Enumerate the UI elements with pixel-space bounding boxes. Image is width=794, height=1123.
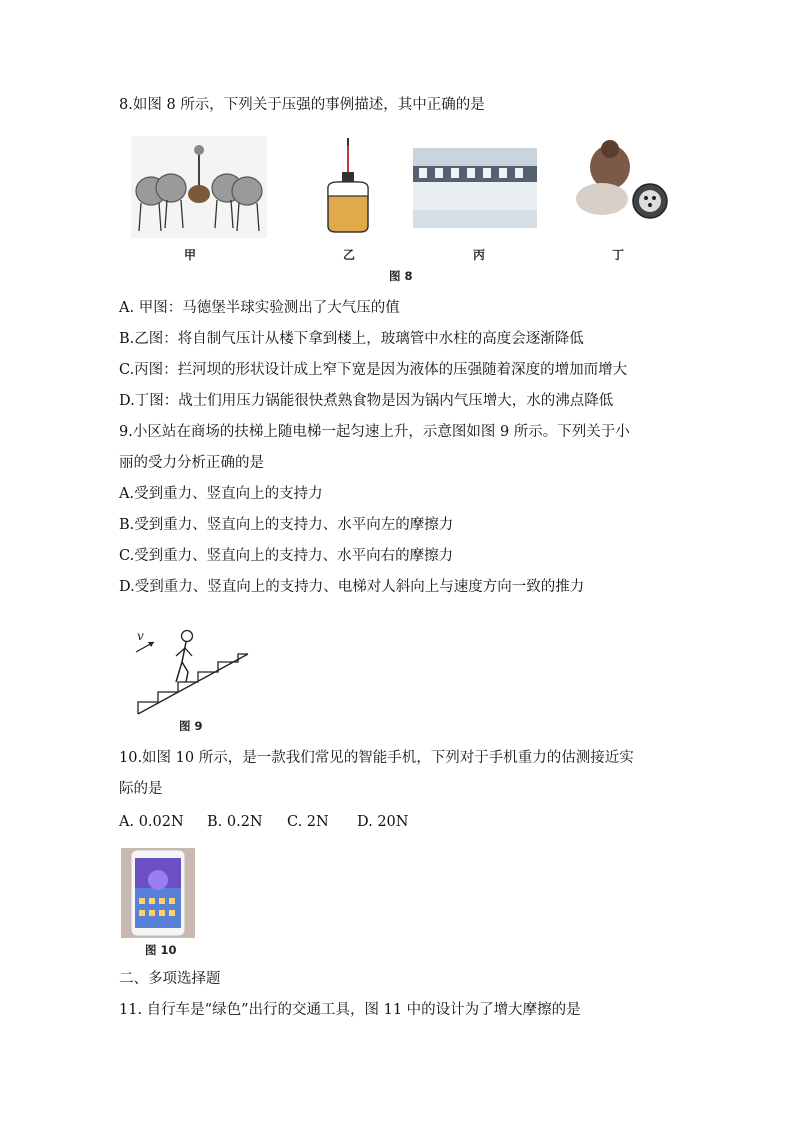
q9-stem-line1: 9.小区站在商场的扶梯上随电梯一起匀速上升，示意图如图 9 所示。下列关于小 [119, 424, 630, 440]
pressure-cooker-soldier-image [572, 137, 672, 221]
escalator-diagram [130, 626, 254, 718]
q8-stem: 8.如图 8 所示，下列关于压强的事例描述，其中正确的是 [119, 97, 485, 113]
figure-8-label: 图 8 [389, 269, 413, 283]
q10-option-c: C. 2N [287, 814, 329, 830]
magdeburg-hemispheres-image [131, 136, 267, 238]
caption-ding: 丁 [612, 248, 625, 262]
q11-stem: 11. 自行车是“绿色”出行的交通工具，图 11 中的设计为了增大摩擦的是 [119, 1002, 581, 1018]
q10-stem-line1: 10.如图 10 所示，是一款我们常见的智能手机，下列对于手机重力的估测接近实 [119, 750, 634, 766]
q9-option-a: A.受到重力、竖直向上的支持力 [119, 486, 323, 502]
q10-options [119, 812, 408, 832]
q9-option-c: C.受到重力、竖直向上的支持力、水平向右的摩擦力 [119, 548, 454, 564]
homemade-barometer-image [320, 136, 376, 234]
q10-option-d: D. 20N [357, 814, 409, 830]
caption-bing: 丙 [473, 248, 486, 262]
q10-option-a: A. 0.02N [119, 814, 184, 830]
figure-10-label: 图 10 [145, 943, 177, 957]
caption-jia: 甲 [184, 248, 197, 262]
caption-yi: 乙 [343, 248, 356, 262]
q8-option-b: B.乙图：将自制气压计从楼下拿到楼上，玻璃管中水柱的高度会逐渐降低 [119, 331, 584, 347]
q9-stem-line2: 丽的受力分析正确的是 [119, 455, 264, 471]
dam-image [413, 148, 537, 228]
section-2-heading: 二、多项选择题 [119, 971, 221, 987]
q8-option-a: A. 甲图：马德堡半球实验测出了大气压的值 [119, 300, 400, 316]
smartphone-image [121, 848, 195, 938]
velocity-label: v [137, 629, 144, 643]
q8-option-c: C.丙图：拦河坝的形状设计成上窄下宽是因为液体的压强随着深度的增加而增大 [119, 362, 628, 378]
figure-9-label: 图 9 [179, 719, 203, 733]
q10-stem-line2: 际的是 [119, 781, 163, 797]
q8-option-d: D.丁图：战士们用压力锅能很快煮熟食物是因为锅内气压增大，水的沸点降低 [119, 393, 614, 409]
q10-option-b: B. 0.2N [207, 814, 263, 830]
q9-option-b: B.受到重力、竖直向上的支持力、水平向左的摩擦力 [119, 517, 454, 533]
q9-option-d: D.受到重力、竖直向上的支持力、电梯对人斜向上与速度方向一致的推力 [119, 579, 585, 595]
